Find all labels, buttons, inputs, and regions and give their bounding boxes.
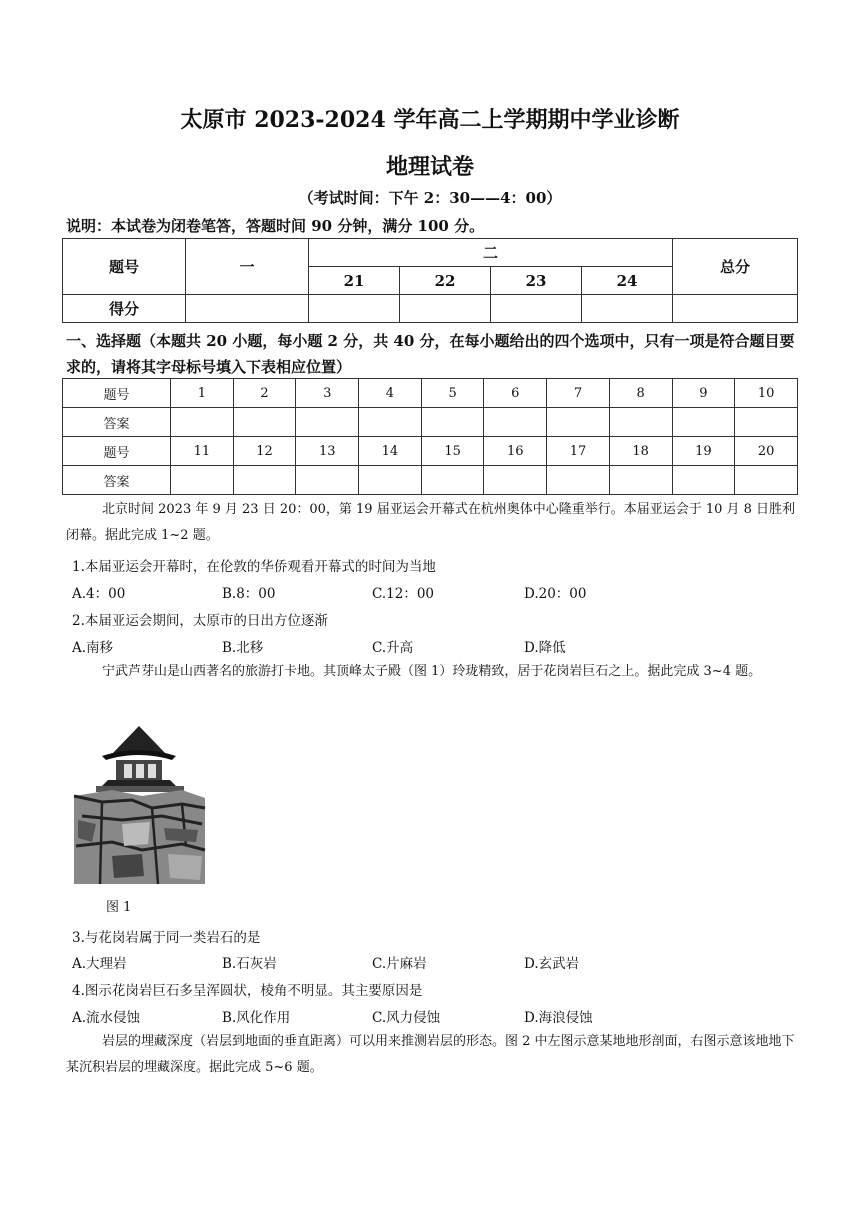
answer-cell[interactable] <box>171 408 234 437</box>
answer-table-qnum: 18 <box>609 437 672 466</box>
answer-cell[interactable] <box>296 466 359 495</box>
answer-table-qnum: 9 <box>672 379 735 408</box>
q3-option-c: C.片麻岩 <box>372 956 427 972</box>
q1-option-c: C.12：00 <box>372 586 434 602</box>
figure-1-caption: 图 1 <box>106 900 132 915</box>
score-cell[interactable] <box>309 295 400 323</box>
q4-option-a: A.流水侵蚀 <box>72 1010 141 1026</box>
answer-table-qnum: 8 <box>609 379 672 408</box>
answer-table-label: 答案 <box>63 466 171 495</box>
score-table-sub: 24 <box>582 267 673 295</box>
q4-option-d: D.海浪侵蚀 <box>524 1010 593 1026</box>
score-cell[interactable] <box>673 295 798 323</box>
score-cell[interactable] <box>186 295 309 323</box>
section1-heading: 一、选择题（本题共 20 小题，每小题 2 分，共 40 分，在每小题给出的四个选项中，只有一项是符合题目要求的，请将其字母标号填入下表相应位置） <box>66 332 795 376</box>
answer-table-qnum: 7 <box>547 379 610 408</box>
answer-cell[interactable] <box>233 466 296 495</box>
score-table-part2: 二 <box>309 239 673 267</box>
score-table-part1: 一 <box>186 239 309 295</box>
answer-table-qnum: 20 <box>735 437 798 466</box>
q1-option-b: B.8：00 <box>222 586 276 602</box>
q2-option-c: C.升高 <box>372 640 414 656</box>
q2-option-a: A.南移 <box>72 640 114 656</box>
q1-option-d: D.20：00 <box>524 586 587 602</box>
score-table-header-tihao: 题号 <box>63 239 186 295</box>
answer-table-qnum: 5 <box>421 379 484 408</box>
question-2-stem: 2.本届亚运会期间，太原市的日出方位逐渐 <box>72 613 328 629</box>
answer-cell[interactable] <box>421 466 484 495</box>
q3-option-a: A.大理岩 <box>72 956 127 972</box>
q2-option-b: B.北移 <box>222 640 264 656</box>
answer-cell[interactable] <box>233 408 296 437</box>
answer-table-qnum: 16 <box>484 437 547 466</box>
answer-table-qnum: 19 <box>672 437 735 466</box>
answer-table-qnum: 15 <box>421 437 484 466</box>
answer-table-qnum: 10 <box>735 379 798 408</box>
passage-2: 宁武芦芽山是山西著名的旅游打卡地。其顶峰太子殿（图 1）玲珑精致，居于花岗岩巨石之上。据此完成 3~4 题。 <box>102 664 762 679</box>
answer-table <box>62 378 798 495</box>
answer-cell[interactable] <box>735 408 798 437</box>
score-table <box>62 238 798 323</box>
score-table-header-defen: 得分 <box>63 295 186 323</box>
answer-table-label: 答案 <box>63 408 171 437</box>
answer-table-label: 题号 <box>63 437 171 466</box>
answer-cell[interactable] <box>171 466 234 495</box>
answer-table-qnum: 12 <box>233 437 296 466</box>
answer-table-qnum: 14 <box>359 437 422 466</box>
answer-table-qnum: 2 <box>233 379 296 408</box>
answer-table-qnum: 11 <box>171 437 234 466</box>
exam-title: 太原市 2023-2024 学年高二上学期期中学业诊断 <box>180 107 680 133</box>
q3-option-b: B.石灰岩 <box>222 956 277 972</box>
q1-option-a: A.4：00 <box>72 586 126 602</box>
passage-1: 北京时间 2023 年 9 月 23 日 20：00，第 19 届亚运会开幕式在杭州奥体中心隆重举行。本届亚运会于 10 月 8 日胜利闭幕。据此完成 1~2 题。 <box>66 502 796 543</box>
answer-table-qnum: 4 <box>359 379 422 408</box>
figure-1-pavilion-image <box>72 716 207 886</box>
q4-option-c: C.风力侵蚀 <box>372 1010 441 1026</box>
exam-time: （考试时间：下午 2：30——4：00） <box>298 189 562 207</box>
answer-table-qnum: 1 <box>171 379 234 408</box>
answer-cell[interactable] <box>296 408 359 437</box>
score-cell[interactable] <box>400 295 491 323</box>
answer-table-qnum: 17 <box>547 437 610 466</box>
score-table-sub: 22 <box>400 267 491 295</box>
answer-cell[interactable] <box>609 466 672 495</box>
answer-table-qnum: 3 <box>296 379 359 408</box>
q4-option-b: B.风化作用 <box>222 1010 291 1026</box>
exam-subtitle: 地理试卷 <box>385 154 474 180</box>
answer-table-qnum: 6 <box>484 379 547 408</box>
answer-cell[interactable] <box>547 466 610 495</box>
answer-cell[interactable] <box>421 408 484 437</box>
answer-cell[interactable] <box>735 466 798 495</box>
score-table-sub: 21 <box>309 267 400 295</box>
score-cell[interactable] <box>491 295 582 323</box>
passage-3: 岩层的埋藏深度（岩层到地面的垂直距离）可以用来推测岩层的形态。图 2 中左图示意某地地形剖面，右图示意该地地下某沉积岩层的埋藏深度。据此完成 5~6 题。 <box>66 1034 795 1075</box>
score-table-sub: 23 <box>491 267 582 295</box>
answer-cell[interactable] <box>359 408 422 437</box>
answer-cell[interactable] <box>609 408 672 437</box>
answer-cell[interactable] <box>672 466 735 495</box>
answer-table-label: 题号 <box>63 379 171 408</box>
score-cell[interactable] <box>582 295 673 323</box>
answer-table-qnum: 13 <box>296 437 359 466</box>
q2-option-d: D.降低 <box>524 640 566 656</box>
answer-cell[interactable] <box>672 408 735 437</box>
question-1-stem: 1.本届亚运会开幕时，在伦敦的华侨观看开幕式的时间为当地 <box>72 559 436 575</box>
answer-cell[interactable] <box>484 466 547 495</box>
exam-note: 说明：本试卷为闭卷笔答，答题时间 90 分钟，满分 100 分。 <box>66 217 485 235</box>
answer-cell[interactable] <box>359 466 422 495</box>
question-3-stem: 3.与花岗岩属于同一类岩石的是 <box>72 930 261 946</box>
question-4-stem: 4.图示花岗岩巨石多呈浑圆状，棱角不明显。其主要原因是 <box>72 983 423 999</box>
answer-cell[interactable] <box>484 408 547 437</box>
q3-option-d: D.玄武岩 <box>524 956 580 972</box>
answer-cell[interactable] <box>547 408 610 437</box>
score-table-total: 总分 <box>673 239 798 295</box>
